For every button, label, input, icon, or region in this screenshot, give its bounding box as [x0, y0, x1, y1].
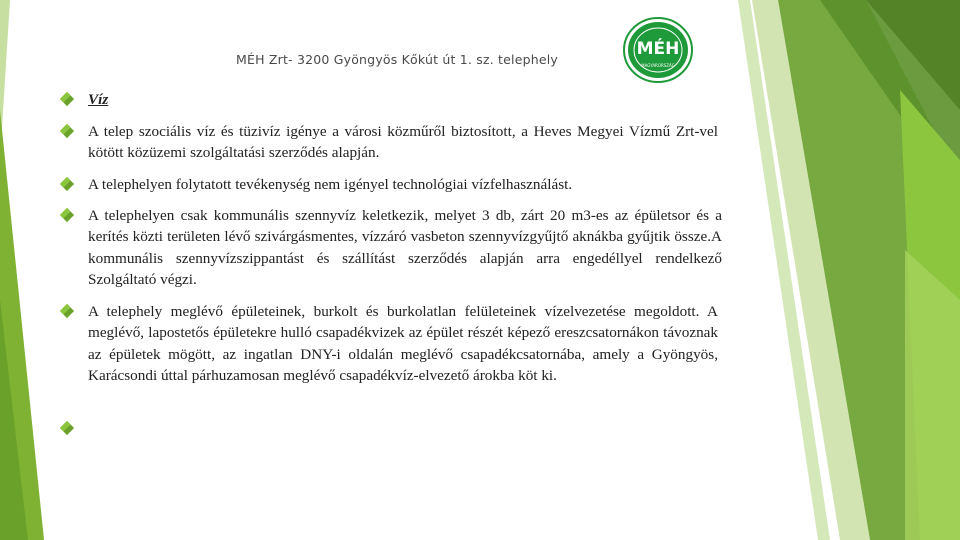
diamond-bullet-icon: [60, 208, 74, 222]
diamond-bullet-icon: [60, 177, 74, 191]
bullet-text: A telephelyen folytatott tevékenység nem igényel technológiai vízfelhasználást.: [88, 176, 573, 193]
logo-subtext: MAGYARORSZÁG: [641, 63, 675, 68]
diamond-bullet-icon: [60, 92, 74, 106]
logo-text: MÉH: [636, 39, 680, 59]
bullet-text: A telephely meglévő épületeinek, burkolt és burkolatlan felületeinek vízelvezetése megoldott. A meglévő, lapostetős épületekre hulló csapadékvizek az épület részét képező ereszcsatornákon távoznak az épületek mögött, az ingatlan DNY-i oldalán meglévő csapadékcsatornába, amely a Gyöngyös, Karácsondi úttal párhuzamosan meglévő csapadékvíz-elvezető árokba köt ki.: [88, 303, 718, 385]
bullet-item: [62, 174, 728, 195]
meh-logo: [622, 16, 694, 84]
diamond-bullet-icon: [60, 124, 74, 138]
slide-header: MÉH Zrt- 3200 Gyöngyös Kőkút út 1. sz. telephely: [236, 52, 559, 67]
bullet-text: A telephelyen csak kommunális szennyvíz keletkezik, melyet 3 db, zárt 20 m3-es az épületsor és a kerítés közti területen lévő szivárgásmentes, vízzáró vasbeton szennyvízgyűjtő aknákba gyűjtik össze.A kommunális szennyvízszippantást és szállítást szerződés alapján arra engedéllyel rendelkező Szolgáltató végzi.: [88, 207, 722, 289]
bullet-item-title: [62, 89, 728, 110]
section-title: Víz: [88, 91, 109, 108]
bullet-item: [62, 301, 718, 387]
diamond-bullet-icon: [60, 304, 74, 318]
bullet-text: A telep szociális víz és tüzivíz igénye a városi közműről biztosított, a Heves Megyei Vízmű Zrt-vel kötött közüzemi szolgáltatási szerződés alapján.: [88, 123, 718, 162]
bullet-item: [62, 205, 722, 291]
bullet-item: [62, 121, 718, 164]
